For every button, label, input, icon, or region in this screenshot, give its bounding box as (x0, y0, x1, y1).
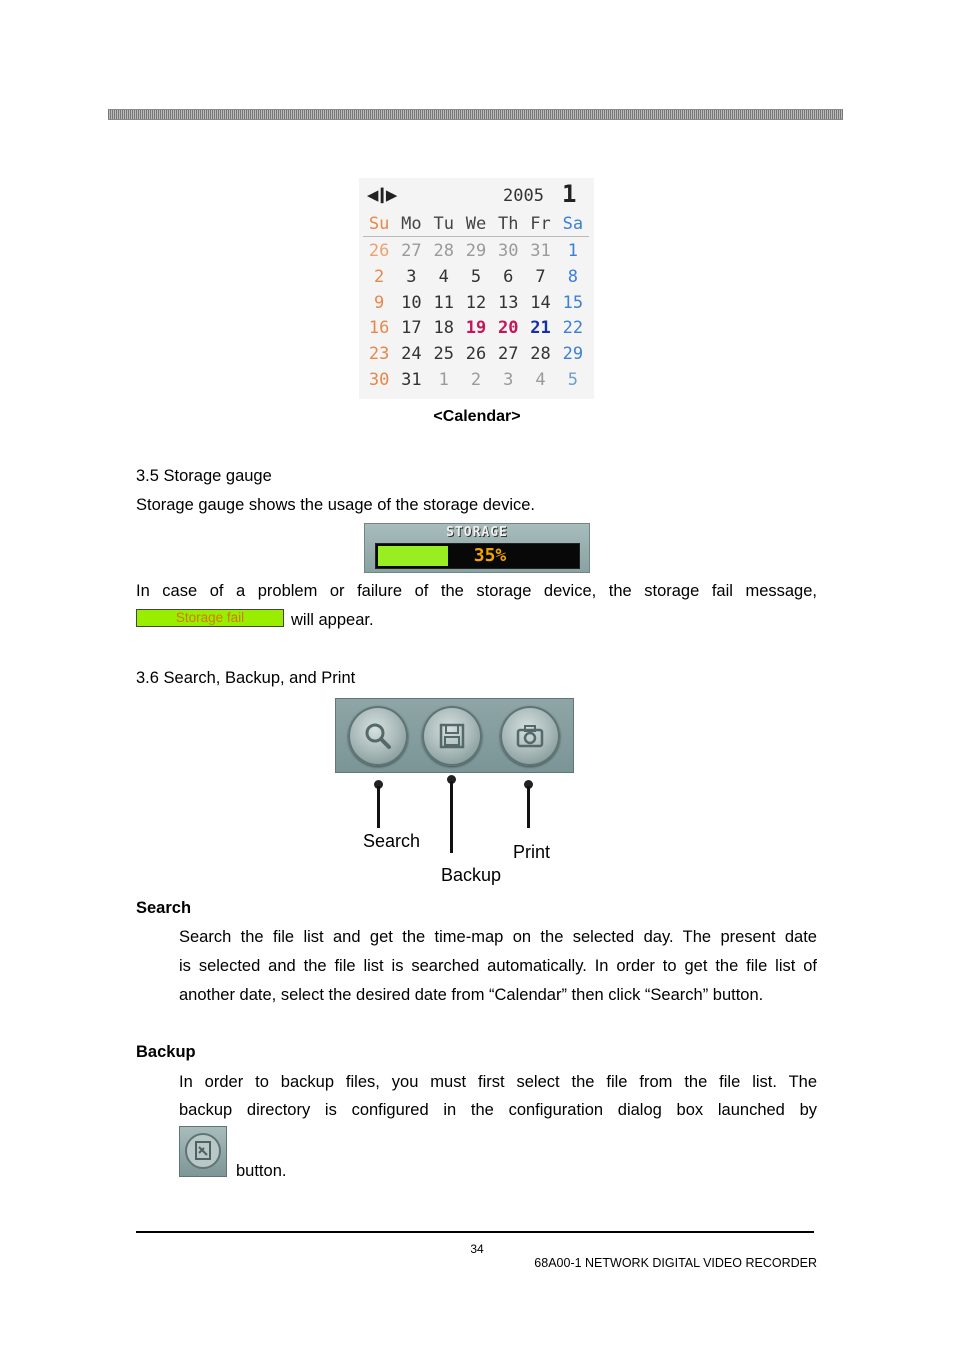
calendar-day[interactable]: 29 (465, 241, 487, 261)
calendar-day[interactable]: 2 (470, 369, 482, 390)
calendar-day[interactable]: 5 (470, 266, 482, 287)
calendar-day[interactable]: 27 (498, 344, 519, 365)
print-pointer-line (527, 786, 530, 828)
calendar-day-grid (363, 240, 589, 395)
calendar-day[interactable]: 10 (401, 292, 422, 313)
calendar-day[interactable]: 24 (401, 344, 422, 365)
weekday-label: Mo (401, 214, 422, 234)
backup-section-title: Backup (136, 1043, 196, 1061)
search-label: Search (363, 831, 421, 851)
storage-gauge (364, 523, 590, 573)
camera-icon (514, 720, 546, 752)
storage-fail-badge: Storage fail (136, 609, 284, 627)
calendar-day[interactable]: 4 (535, 369, 546, 390)
calendar-month: 1 (562, 180, 577, 208)
calendar-day[interactable]: 16 (368, 318, 390, 339)
calendar-day[interactable]: 31 (401, 369, 422, 390)
calendar-day[interactable]: 2 (374, 266, 385, 287)
search-line: Search the file list and get the time-map on the selected day. The present date (179, 928, 817, 946)
storage-fail-suffix: will appear. (291, 611, 374, 629)
storage-gauge-title: STORAGE (446, 525, 508, 540)
calendar-day[interactable]: 30 (368, 369, 390, 390)
calendar-week (363, 369, 589, 395)
calendar-day[interactable]: 15 (562, 292, 584, 313)
calendar-day[interactable]: 26 (465, 344, 487, 365)
calendar-day[interactable]: 6 (503, 266, 514, 287)
calendar-week (363, 317, 589, 343)
weekday-label: Fr (530, 214, 551, 234)
search-pointer-line (377, 786, 380, 828)
next-month-icon[interactable]: ▶ (385, 184, 396, 206)
storage-gauge-percent: 35% (473, 545, 507, 566)
calendar-nav[interactable] (367, 184, 395, 206)
search-line: another date, select the desired date from “Calendar” then click “Search” button. (179, 986, 764, 1004)
calendar-day[interactable]: 17 (401, 318, 422, 339)
calendar-day[interactable]: 3 (503, 369, 514, 390)
calendar-day[interactable]: 27 (401, 241, 422, 261)
calendar-day[interactable]: 8 (567, 266, 578, 287)
backup-button[interactable] (422, 706, 482, 766)
header-rule (108, 109, 843, 120)
weekday-label: Th (498, 214, 519, 234)
calendar-day[interactable]: 5 (567, 369, 578, 390)
footer-rule (136, 1231, 814, 1233)
page-number: 34 (470, 1242, 484, 1256)
calendar-day-selected[interactable]: 21 (530, 318, 551, 339)
backup-line: backup directory is configured in the configuration dialog box launched by (179, 1101, 817, 1119)
storage-fail-paragraph: In case of a problem or failure of the storage device, the storage fail message, (136, 582, 817, 600)
weekday-label: Sa (562, 214, 584, 234)
divider-icon: ❙ (376, 184, 386, 206)
sbp-heading: 3.6 Search, Backup, and Print (136, 669, 356, 687)
calendar-day[interactable]: 18 (433, 318, 454, 339)
calendar-year: 2005 (503, 186, 544, 206)
config-icon (180, 1127, 226, 1176)
backup-line: In order to backup files, you must first select the file from the file list. The (179, 1073, 817, 1091)
calendar-day[interactable]: 13 (498, 292, 519, 313)
storage-heading: 3.5 Storage gauge (136, 467, 272, 485)
storage-description: Storage gauge shows the usage of the storage device. (136, 496, 536, 514)
weekday-label: We (465, 214, 487, 234)
calendar-day[interactable]: 1 (438, 369, 449, 390)
print-label: Print (513, 842, 551, 862)
print-button[interactable] (500, 706, 560, 766)
calendar-day[interactable]: 4 (438, 266, 449, 287)
calendar-day[interactable]: 11 (433, 292, 454, 313)
calendar-day-recorded[interactable]: 19 (465, 318, 487, 339)
calendar-widget (359, 178, 594, 399)
calendar-day[interactable]: 28 (530, 344, 551, 365)
calendar-day[interactable]: 30 (498, 241, 519, 261)
calendar-week (363, 266, 589, 292)
search-backup-print-panel (335, 698, 574, 773)
weekday-label: Tu (433, 214, 454, 234)
calendar-week (363, 343, 589, 369)
calendar-day-recorded[interactable]: 20 (498, 318, 519, 339)
calendar-day[interactable]: 28 (433, 241, 454, 261)
calendar-week (363, 292, 589, 318)
storage-gauge-fill (378, 546, 448, 566)
config-button[interactable] (179, 1126, 227, 1177)
calendar-week (363, 240, 589, 266)
calendar-day[interactable]: 22 (562, 318, 584, 339)
calendar-weekday-header (363, 214, 589, 237)
search-section-title: Search (136, 899, 192, 917)
calendar-day[interactable]: 12 (465, 292, 487, 313)
backup-pointer-line (450, 781, 453, 853)
calendar-caption: <Calendar> (433, 408, 521, 425)
calendar-day[interactable]: 23 (368, 344, 390, 365)
search-line: is selected and the file list is searched automatically. In order to get the file list of (179, 957, 817, 975)
search-icon (362, 720, 394, 752)
backup-label: Backup (441, 865, 502, 885)
calendar-day[interactable]: 29 (562, 344, 584, 365)
calendar-day[interactable]: 14 (530, 292, 551, 313)
floppy-disk-icon (436, 720, 468, 752)
calendar-day[interactable]: 9 (374, 292, 385, 313)
storage-gauge-track (375, 543, 580, 569)
calendar-day[interactable]: 7 (535, 266, 546, 287)
calendar-day[interactable]: 3 (406, 266, 417, 287)
weekday-label: Su (368, 214, 390, 234)
prev-month-icon[interactable]: ◀ (367, 184, 377, 206)
calendar-day[interactable]: 31 (530, 241, 551, 261)
backup-suffix: button. (236, 1162, 287, 1180)
calendar-day[interactable]: 25 (433, 344, 454, 365)
search-button[interactable] (348, 706, 408, 766)
footer-document-title: 68A00-1 NETWORK DIGITAL VIDEO RECORDER (534, 1256, 817, 1270)
calendar-day[interactable]: 1 (567, 241, 578, 261)
calendar-day[interactable]: 26 (368, 241, 390, 261)
